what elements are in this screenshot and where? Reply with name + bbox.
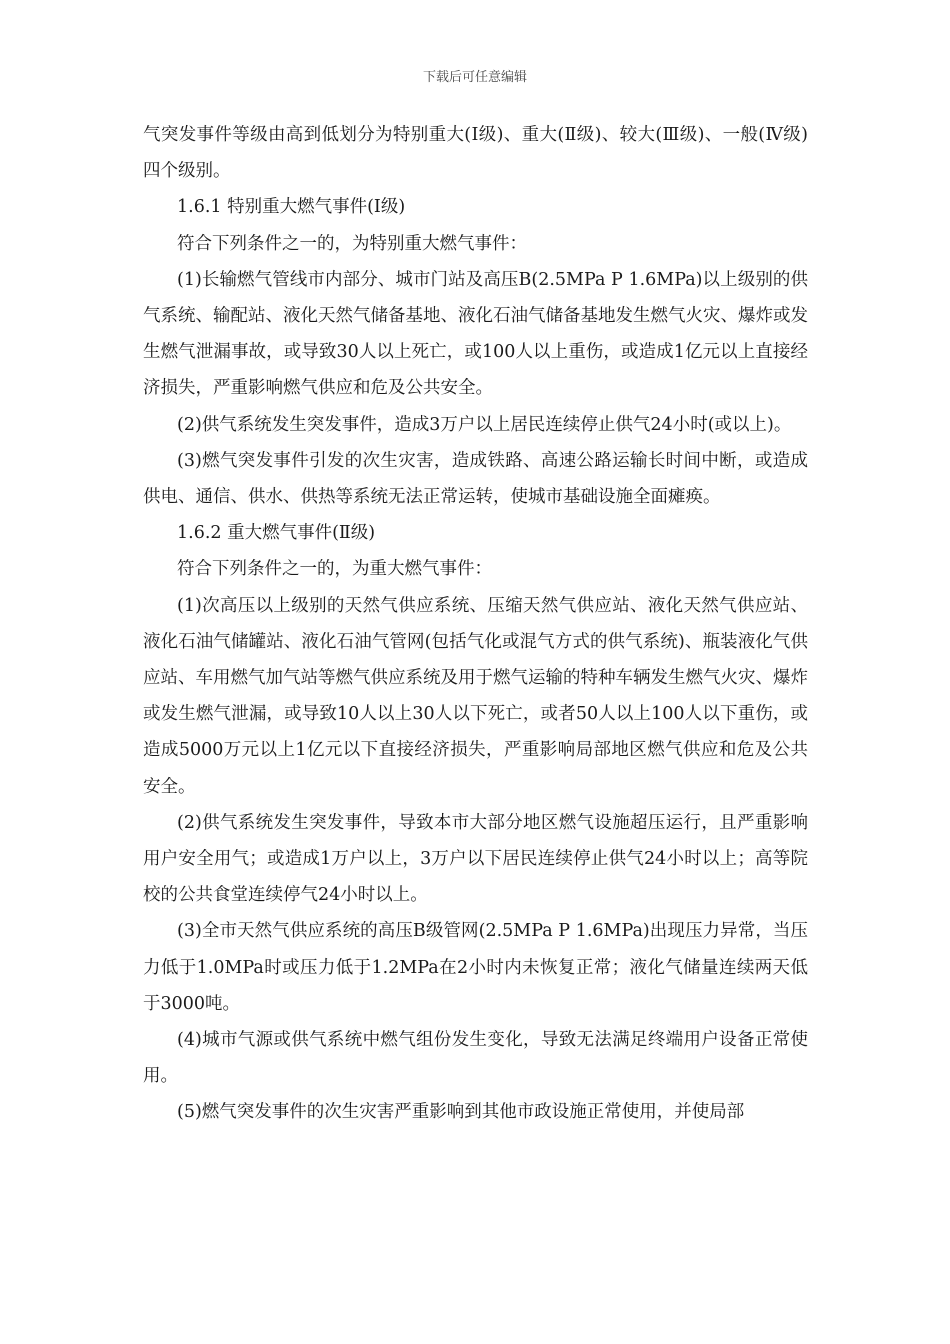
- list-item: (3)全市天然气供应系统的高压B级管网(2.5MPa P 1.6MPa)出现压力异常，当压力低于1.0MPa时或压力低于1.2MPa在2小时内未恢复正常；液化气储量连续两天低于3000吨。: [143, 921, 808, 1014]
- paragraph: 符合下列条件之一的，为重大燃气事件：: [177, 559, 492, 580]
- paragraph-intro: 气突发事件等级由高到低划分为特别重大(Ⅰ级)、重大(Ⅱ级)、较大(Ⅲ级)、一般(Ⅳ级)四个级别。: [143, 125, 808, 182]
- list-item: (2)供气系统发生突发事件，导致本市大部分地区燃气设施超压运行，且严重影响用户安全用气；或造成1万户以上，3万户以下居民连续停止供气24小时以上；高等院校的公共食堂连续停气24小时以上。: [143, 812, 808, 906]
- list-item: (1)长输燃气管线市内部分、城市门站及高压B(2.5MPa P 1.6MPa)以上级别的供气系统、输配站、液化天然气储备基地、液化石油气储备基地发生燃气火灾、爆炸或发生燃气泄漏事故，或导致30人以上死亡，或100人以上重伤，或造成1亿元以上直接经济损失，严重影响燃气供应和危及公共安全。: [143, 269, 808, 399]
- document-body: [143, 117, 808, 1131]
- list-item: (3)燃气突发事件引发的次生灾害，造成铁路、高速公路运输长时间中断，或造成供电、通信、供水、供热等系统无法正常运转，使城市基础设施全面瘫痪。: [143, 450, 808, 508]
- list-item: (1)次高压以上级别的天然气供应系统、压缩天然气供应站、液化天然气供应站、液化石油气储罐站、液化石油气管网(包括气化或混气方式的供气系统)、瓶装液化气供应站、车用燃气加气站等燃气供应系统及用于燃气运输的特种车辆发生燃气火灾、爆炸或发生燃气泄漏，或导致10人以上30人以下死亡，或者50人以上100人以下重伤，或造成5000万元以上1亿元以下直接经济损失，严重影响局部地区燃气供应和危及公共安全。: [143, 595, 808, 797]
- list-item: (5)燃气突发事件的次生灾害严重影响到其他市政设施正常使用，并使局部: [177, 1102, 745, 1123]
- section-heading-1-6-2: 1.6.2 重大燃气事件(Ⅱ级): [177, 523, 376, 544]
- page-header: 下载后可任意编辑: [422, 70, 527, 85]
- list-item: (4)城市气源或供气系统中燃气组份发生变化，导致无法满足终端用户设备正常使用。: [143, 1030, 808, 1087]
- paragraph: 符合下列条件之一的，为特别重大燃气事件：: [177, 233, 527, 254]
- list-item: (2)供气系统发生突发事件，造成3万户以上居民连续停止供气24小时(或以上)。: [177, 414, 792, 435]
- section-heading-1-6-1: 1.6.1 特别重大燃气事件(Ⅰ级): [177, 197, 406, 218]
